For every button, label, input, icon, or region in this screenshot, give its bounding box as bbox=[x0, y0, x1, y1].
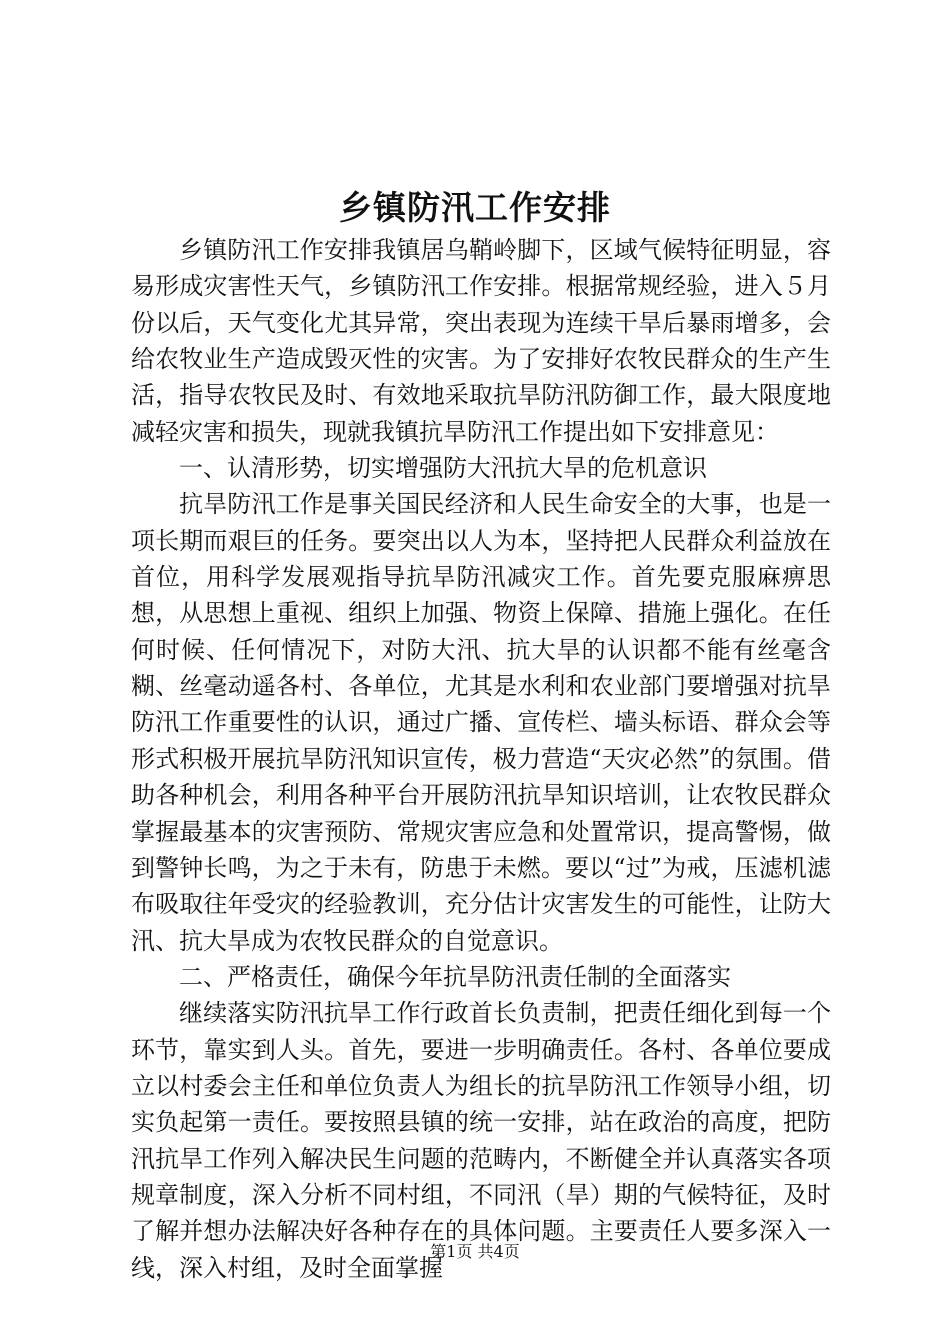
section-heading-1: 一、认清形势，切实增强防大汛抗大旱的危机意识 bbox=[179, 454, 707, 483]
page-number-footer: 第1页 共4页 bbox=[430, 1242, 520, 1261]
section-heading-2: 二、严格责任，确保今年抗旱防汛责任制的全面落实 bbox=[179, 962, 731, 991]
paragraph-intro: 乡镇防汛工作安排我镇居乌鞘岭脚下，区域气候特征明显，容易形成灾害性天气，乡镇防汛工作安排。根据常规经验，进入５月份以后，天气变化尤其异常，突出表现为连续干旱后暴雨增多，会给农牧业生产造成毁灭性的灾害。为了安排好农牧民群众的生产生活，指导农牧民及时、有效地采取抗旱防汛防御工作，最大限度地减轻灾害和损失，现就我镇抗旱防汛工作提出如下安排意见： bbox=[131, 236, 831, 446]
page-title: 乡镇防汛工作安排 bbox=[339, 188, 611, 227]
document-body bbox=[131, 232, 831, 1286]
paragraph-section-2: 继续落实防汛抗旱工作行政首长负责制，把责任细化到每一个环节，靠实到人头。首先，要进一步明确责任。各村、各单位要成立以村委会主任和单位负责人为组长的抗旱防汛工作领导小组，切实负起第一责任。要按照县镇的统一安排，站在政治的高度，把防汛抗旱工作列入解决民生问题的范畴内，不断健全并认真落实各项规章制度，深入分析不同村组，不同汛（旱）期的气候特征，及时了解并想办法解决好各种存在的具体问题。主要责任人要多深入一线，深入村组，及时全面掌握 bbox=[131, 999, 831, 1282]
paragraph-section-1: 抗旱防汛工作是事关国民经济和人民生命安全的大事，也是一项长期而艰巨的任务。要突出以人为本，坚持把人民群众利益放在首位，用科学发展观指导抗旱防汛减灾工作。首先要克服麻痹思想，从思想上重视、组织上加强、物资上保障、措施上强化。在任何时候、任何情况下，对防大汛、抗大旱的认识都不能有丝毫含糊、丝毫动遥各村、各单位，尤其是水利和农业部门要增强对抗旱防汛工作重要性的认识，通过广播、宣传栏、墙头标语、群众会等形式积极开展抗旱防汛知识宣传，极力营造“天灾必然”的氛围。借助各种机会，利用各种平台开展防汛抗旱知识培训，让农牧民群众掌握最基本的灾害预防、常规灾害应急和处置常识，提高警惕，做到警钟长鸣，为之于未有，防患于未燃。要以“过”为戒，压滤机滤布吸取往年受灾的经验教训，充分估计灾害发生的可能性，让防大汛、抗大旱成为农牧民群众的自觉意识。 bbox=[131, 490, 831, 955]
